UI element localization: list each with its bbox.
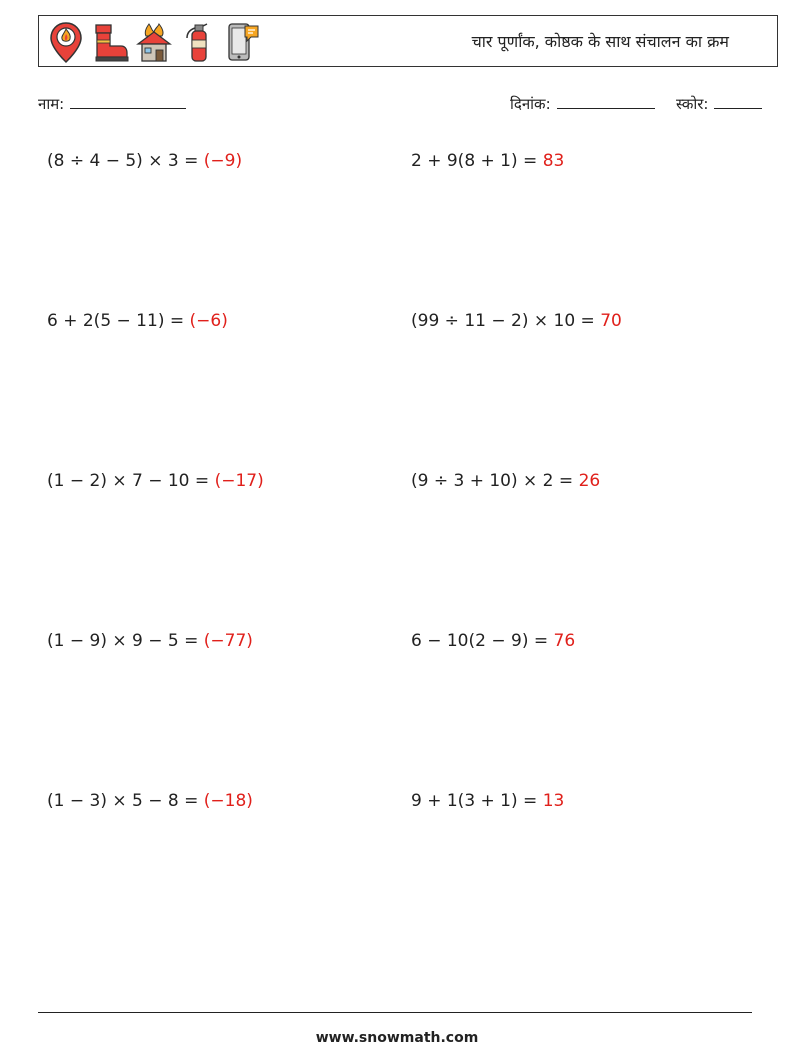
name-label: नाम: (38, 95, 65, 113)
problem (47, 631, 253, 651)
header-box (38, 15, 778, 67)
date-line (557, 94, 655, 109)
problem-answer: 26 (578, 471, 601, 491)
fire-extinguisher-icon (179, 20, 217, 64)
footer-divider (38, 1012, 752, 1013)
problem-answer: (−18) (203, 791, 253, 811)
score-label: स्कोर: (676, 95, 709, 113)
problem-expression: (9 ÷ 3 + 10) × 2 = (411, 471, 579, 491)
problem (47, 311, 228, 331)
fire-location-pin-icon (47, 20, 85, 64)
name-line (70, 94, 186, 109)
problem (47, 791, 253, 811)
footer-site-link[interactable]: www.snowmath.com (315, 1030, 479, 1046)
problem-answer: 76 (553, 631, 576, 651)
problem-expression: (99 ÷ 11 − 2) × 10 = (411, 311, 601, 331)
problem (411, 631, 575, 651)
problem-answer: (−17) (214, 471, 264, 491)
fire-boot-icon (91, 20, 129, 64)
problem (411, 311, 622, 331)
problem (411, 471, 600, 491)
date-label: दिनांक: (510, 95, 551, 113)
problem-answer: 13 (542, 791, 565, 811)
worksheet-title: चार पूर्णांक, कोष्ठक के साथ संचालन का क्रम (471, 32, 729, 51)
problem-expression: 6 − 10(2 − 9) = (411, 631, 554, 651)
name-field (38, 94, 186, 114)
header-icons (47, 19, 261, 65)
problem-expression: (1 − 3) × 5 − 8 = (47, 791, 204, 811)
score-line (714, 94, 762, 109)
problem (411, 151, 564, 171)
problem-answer: (−77) (203, 631, 253, 651)
problem (47, 151, 242, 171)
problem (47, 471, 264, 491)
problem-expression: 2 + 9(8 + 1) = (411, 151, 543, 171)
date-field (510, 94, 655, 114)
problem-expression: 9 + 1(3 + 1) = (411, 791, 543, 811)
problem-answer: (−6) (189, 311, 228, 331)
problem-answer: 70 (600, 311, 622, 331)
problem-answer: (−9) (203, 151, 243, 171)
score-field (676, 94, 762, 114)
problem-expression: (1 − 2) × 7 − 10 = (47, 471, 215, 491)
problem-expression: (1 − 9) × 9 − 5 = (47, 631, 204, 651)
problem (411, 791, 564, 811)
burning-house-icon (135, 20, 173, 64)
problem-answer: 83 (542, 151, 565, 171)
phone-fire-alert-icon (223, 20, 261, 64)
problem-expression: 6 + 2(5 − 11) = (47, 311, 190, 331)
problem-expression: (8 ÷ 4 − 5) × 3 = (47, 151, 204, 171)
